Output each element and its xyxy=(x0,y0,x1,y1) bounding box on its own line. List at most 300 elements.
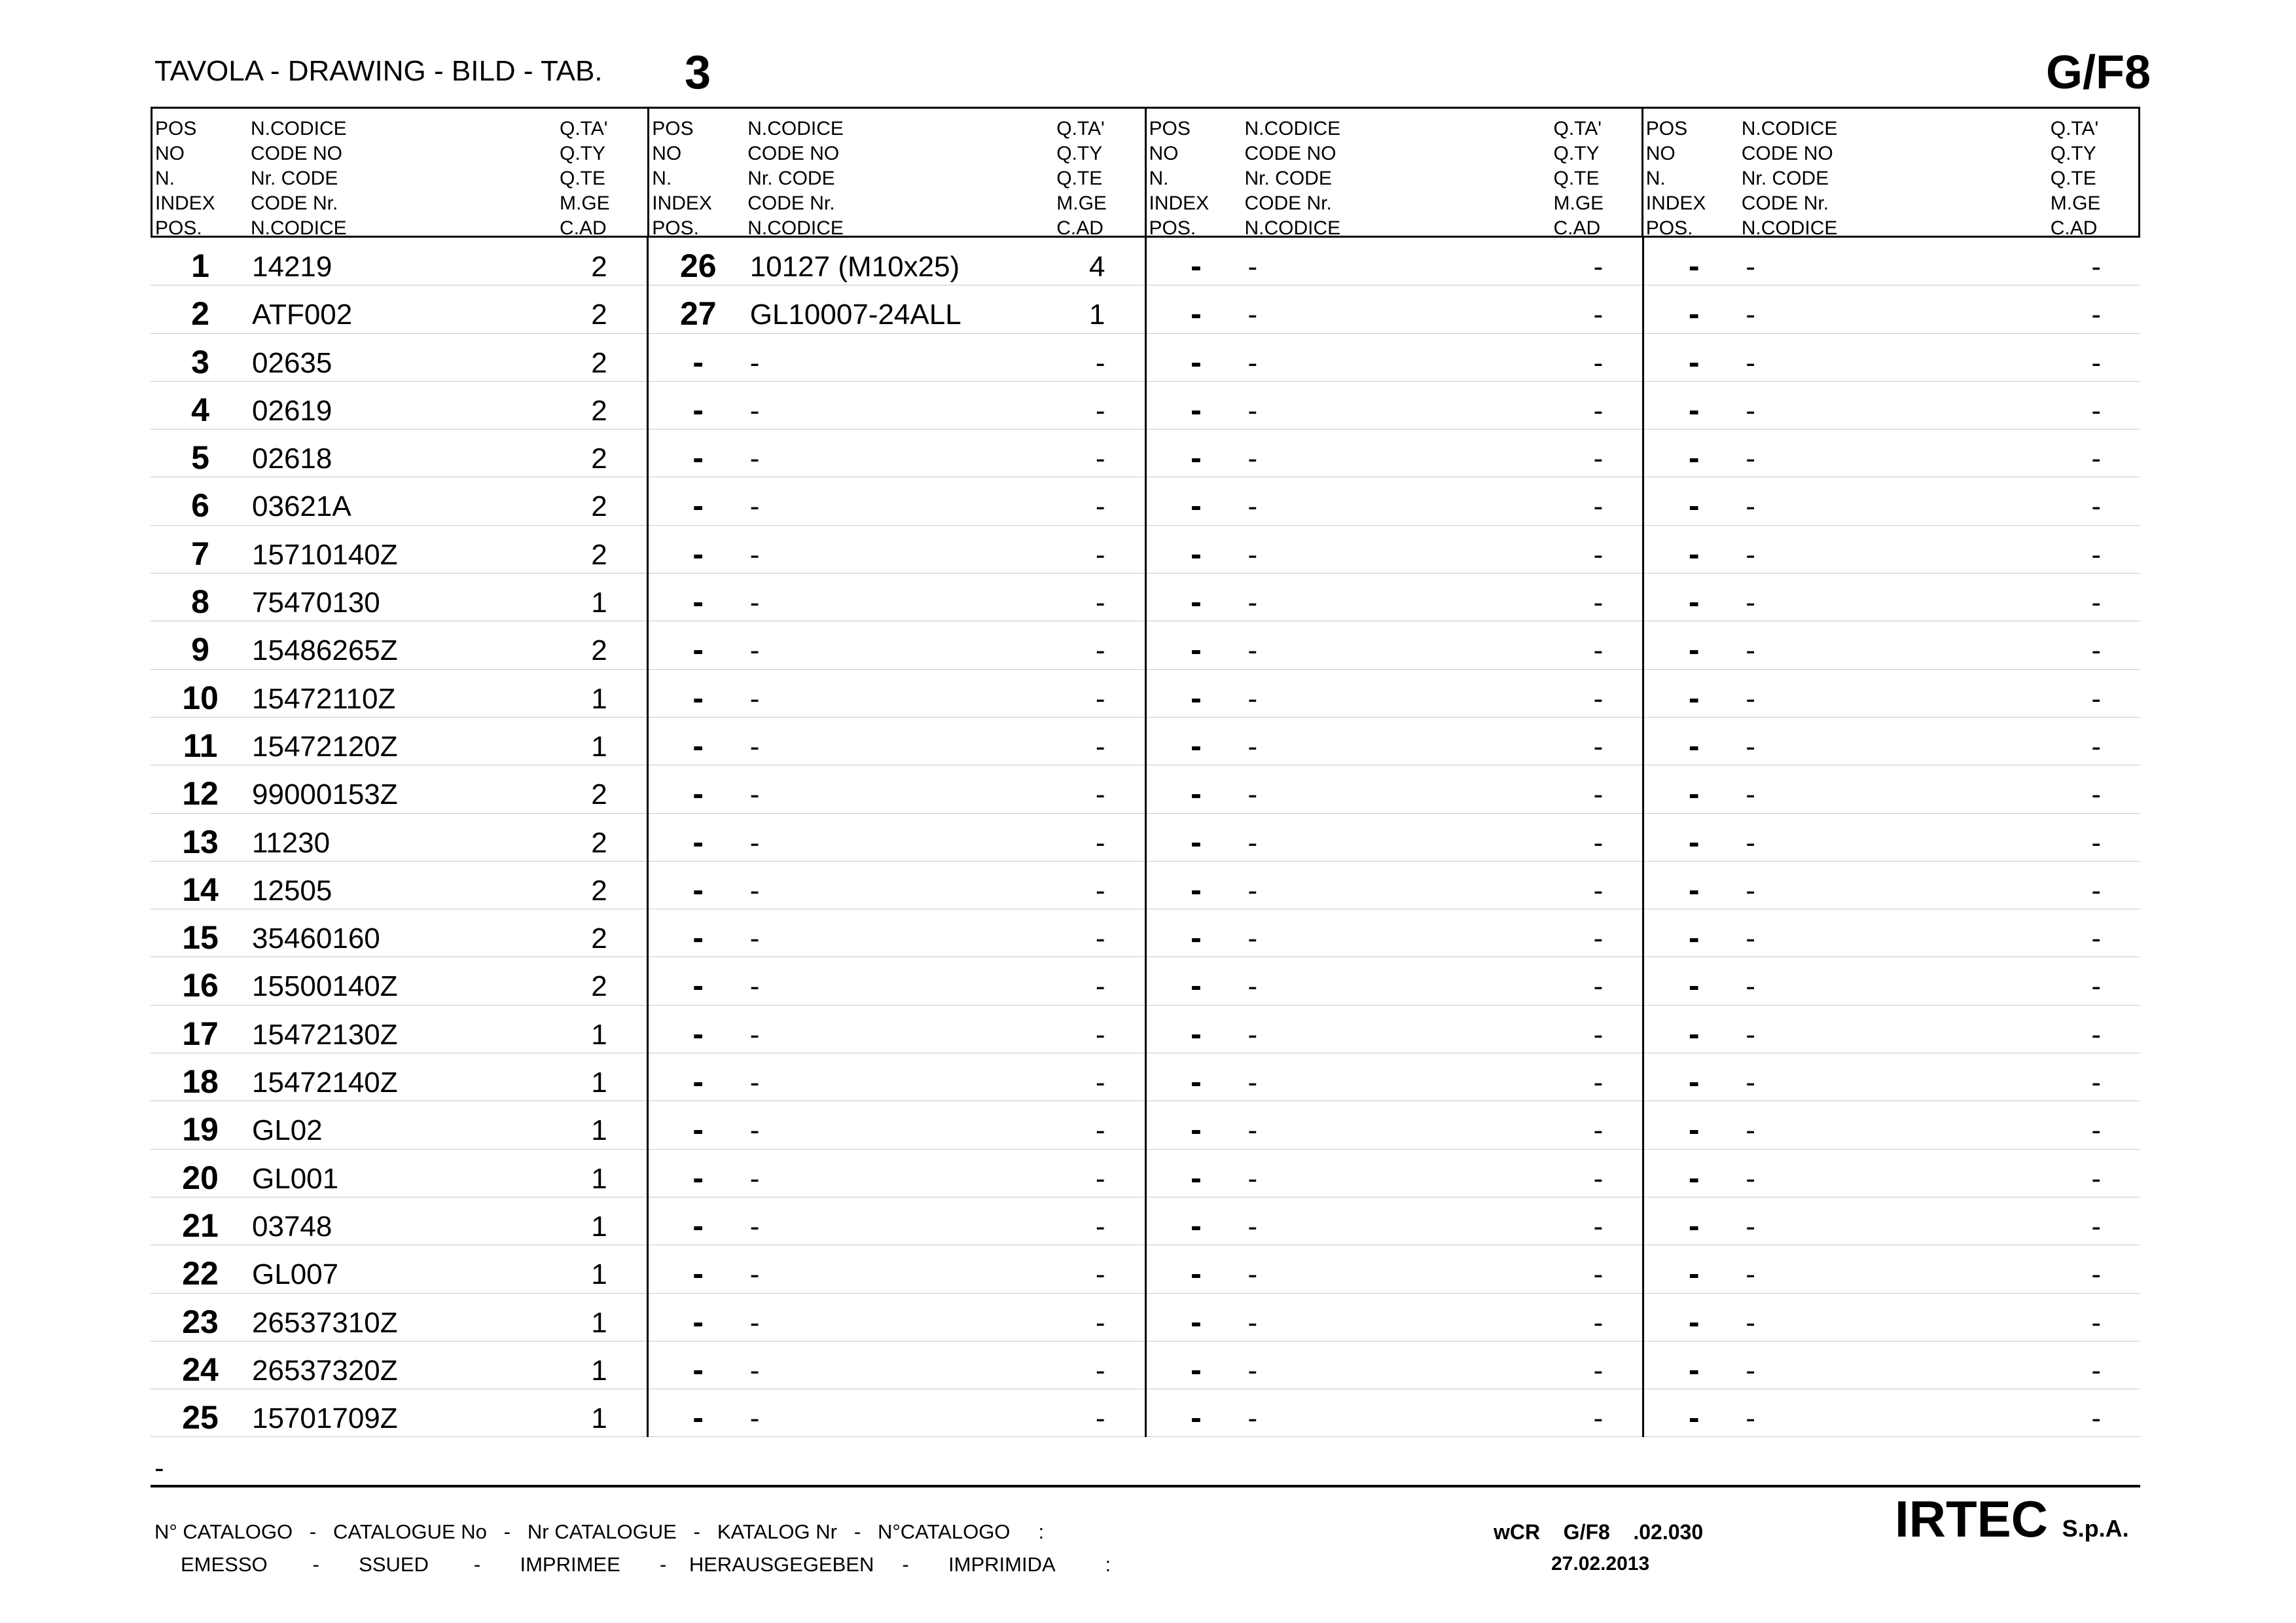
position-index: 24 xyxy=(182,1351,219,1388)
header-qty-label: Q.TA' Q.TY Q.TE M.GE C.AD xyxy=(2050,118,2101,239)
part-code: - xyxy=(1247,682,1258,715)
part-code: 15472140Z xyxy=(252,1067,398,1099)
quantity: - xyxy=(1593,874,1604,907)
position-index: 17 xyxy=(182,1015,219,1052)
part-code: - xyxy=(749,1162,760,1195)
part-code: 15486265Z xyxy=(252,634,398,667)
position-index: - xyxy=(1688,247,1700,284)
part-code: - xyxy=(1247,394,1258,427)
part-code: - xyxy=(749,1114,760,1147)
table-row xyxy=(1147,1197,1643,1245)
position-index: - xyxy=(1191,391,1202,428)
table-row xyxy=(1644,238,2140,285)
table-row xyxy=(151,238,647,285)
position-index: - xyxy=(692,919,704,957)
position-index: - xyxy=(1688,295,1700,333)
quantity: - xyxy=(1593,1258,1604,1291)
table-row xyxy=(649,238,1145,285)
header-pos-label: POS NO N. INDEX POS. xyxy=(652,118,712,239)
part-code: - xyxy=(1247,1306,1258,1339)
position-index: 14 xyxy=(182,871,219,908)
position-index: - xyxy=(1191,247,1202,284)
quantity: - xyxy=(1095,970,1105,1003)
header-pos-label: POS NO N. INDEX POS. xyxy=(1149,118,1210,239)
position-index: - xyxy=(1688,919,1700,957)
table-row xyxy=(1644,1294,2140,1341)
part-code: - xyxy=(1247,1114,1258,1147)
table-row xyxy=(1644,477,2140,525)
table-row xyxy=(1147,862,1643,909)
quantity: 2 xyxy=(591,490,607,523)
table-row xyxy=(1644,670,2140,718)
position-index: 13 xyxy=(182,823,219,860)
part-code: - xyxy=(1247,346,1258,379)
quantity: - xyxy=(1095,1402,1105,1435)
quantity: - xyxy=(1593,730,1604,763)
quantity: - xyxy=(1095,1018,1105,1051)
quantity: 4 xyxy=(1089,251,1105,283)
part-code: - xyxy=(1247,538,1258,571)
quantity: 1 xyxy=(591,1018,607,1051)
table-row xyxy=(1147,718,1643,765)
quantity: 1 xyxy=(591,587,607,619)
header-pos-label: POS NO N. INDEX POS. xyxy=(155,118,215,239)
quantity: - xyxy=(1593,634,1604,667)
position-index: - xyxy=(1688,535,1700,572)
part-code: - xyxy=(1746,299,1755,331)
table-title-label: TAVOLA - DRAWING - BILD - TAB. xyxy=(154,55,603,87)
quantity: - xyxy=(1593,1067,1604,1099)
table-row xyxy=(649,1245,1145,1293)
quantity: - xyxy=(1095,1162,1105,1195)
position-index: - xyxy=(1688,631,1700,668)
quantity: - xyxy=(1593,587,1604,619)
position-index: - xyxy=(1191,1255,1202,1292)
quantity: - xyxy=(2091,251,2101,283)
position-index: - xyxy=(1688,1207,1700,1244)
part-code: - xyxy=(1746,1162,1755,1195)
table-row xyxy=(649,957,1145,1005)
part-code: - xyxy=(1746,1067,1755,1099)
quantity: - xyxy=(1095,634,1105,667)
position-index: - xyxy=(692,1063,704,1101)
table-row xyxy=(1147,1150,1643,1197)
part-code: 03748 xyxy=(252,1210,332,1243)
table-row xyxy=(1147,477,1643,525)
part-code: - xyxy=(1746,394,1755,427)
position-index: - xyxy=(692,679,704,716)
quantity: - xyxy=(2091,1067,2101,1099)
position-index: - xyxy=(1191,871,1202,908)
catalog-reference: wCR G/F8 .02.030 xyxy=(1494,1520,1704,1544)
position-index: - xyxy=(692,583,704,621)
quantity: - xyxy=(2091,299,2101,331)
position-index: - xyxy=(1688,823,1700,860)
quantity: - xyxy=(2091,1354,2101,1387)
quantity: 2 xyxy=(591,874,607,907)
position-index: 11 xyxy=(183,727,218,764)
part-code: - xyxy=(749,346,760,379)
position-index: - xyxy=(692,391,704,428)
table-row xyxy=(1644,429,2140,477)
table-row xyxy=(1644,382,2140,429)
part-code: ATF002 xyxy=(252,299,353,331)
position-index: - xyxy=(692,1351,704,1388)
header-qty-label: Q.TA' Q.TY Q.TE M.GE C.AD xyxy=(1056,118,1107,239)
header-qty-label: Q.TA' Q.TY Q.TE M.GE C.AD xyxy=(1553,118,1604,239)
part-code: 14219 xyxy=(252,251,332,283)
position-index: - xyxy=(1688,1015,1700,1052)
part-code: - xyxy=(749,587,760,619)
part-code: 26537320Z xyxy=(252,1354,398,1387)
position-index: - xyxy=(1191,967,1202,1004)
table-row xyxy=(1644,862,2140,909)
position-index: - xyxy=(1191,823,1202,860)
table-row xyxy=(151,909,647,957)
table-row xyxy=(1147,334,1643,382)
part-code: 15472120Z xyxy=(252,730,398,763)
quantity: - xyxy=(1095,490,1105,523)
quantity: - xyxy=(1095,346,1105,379)
position-index: - xyxy=(1688,1159,1700,1196)
table-row xyxy=(151,1294,647,1341)
part-code: - xyxy=(1746,682,1755,715)
header-pos-label: POS NO N. INDEX POS. xyxy=(1645,118,1706,239)
quantity: - xyxy=(2091,874,2101,907)
position-index: - xyxy=(692,439,704,477)
part-code: - xyxy=(749,970,760,1003)
quantity: - xyxy=(2091,443,2101,475)
table-row xyxy=(1644,1389,2140,1437)
quantity: 1 xyxy=(591,730,607,763)
table-row xyxy=(1644,574,2140,621)
position-index: - xyxy=(1191,1015,1202,1052)
parts-table xyxy=(151,238,2140,1437)
table-row xyxy=(151,1341,647,1389)
quantity: - xyxy=(1593,394,1604,427)
position-index: - xyxy=(1191,1351,1202,1388)
part-code: 11230 xyxy=(252,826,331,859)
position-index: - xyxy=(1191,1207,1202,1244)
part-code: - xyxy=(1746,490,1755,523)
position-index: 7 xyxy=(191,535,209,572)
table-row xyxy=(151,1389,647,1437)
table-row xyxy=(151,382,647,429)
table-row xyxy=(1147,1294,1643,1341)
position-index: - xyxy=(692,775,704,812)
quantity: 1 xyxy=(591,1306,607,1339)
part-code: - xyxy=(1746,1114,1755,1147)
part-code: 02619 xyxy=(252,394,332,427)
quantity: - xyxy=(1593,299,1604,331)
part-code: - xyxy=(749,874,760,907)
position-index: - xyxy=(1191,727,1202,764)
part-code: - xyxy=(1746,1354,1755,1387)
position-index: - xyxy=(1191,583,1202,621)
position-index: 10 xyxy=(182,679,219,716)
position-index: - xyxy=(1688,775,1700,812)
quantity: - xyxy=(1095,682,1105,715)
table-row xyxy=(649,1389,1145,1437)
quantity: - xyxy=(2091,1210,2101,1243)
quantity: - xyxy=(2091,394,2101,427)
table-row xyxy=(1147,1341,1643,1389)
quantity: - xyxy=(1593,443,1604,475)
position-index: - xyxy=(1191,1111,1202,1148)
part-code: GL007 xyxy=(252,1258,339,1291)
part-code: - xyxy=(1746,443,1755,475)
column-header-group xyxy=(152,109,647,239)
parts-column xyxy=(151,238,647,1437)
position-index: - xyxy=(692,871,704,908)
table-row xyxy=(649,1101,1145,1149)
quantity: 1 xyxy=(591,1258,607,1291)
part-code: - xyxy=(1247,299,1258,331)
quantity: - xyxy=(1593,922,1604,955)
position-index: - xyxy=(1688,967,1700,1004)
quantity: 1 xyxy=(591,1402,607,1435)
table-row xyxy=(1147,1245,1643,1293)
position-index: 2 xyxy=(191,295,209,333)
part-code: - xyxy=(749,1067,760,1099)
table-row xyxy=(649,526,1145,574)
quantity: - xyxy=(2091,634,2101,667)
table-row xyxy=(649,429,1145,477)
part-code: 26537310Z xyxy=(252,1306,398,1339)
quantity: - xyxy=(2091,490,2101,523)
position-index: - xyxy=(1688,343,1700,380)
table-row xyxy=(1644,957,2140,1005)
part-code: 12505 xyxy=(252,874,332,907)
table-row xyxy=(649,718,1145,765)
part-code: - xyxy=(1746,970,1755,1003)
table-row xyxy=(649,1150,1145,1197)
part-code: - xyxy=(749,922,760,955)
position-index: - xyxy=(692,967,704,1004)
position-index: - xyxy=(1688,679,1700,716)
part-code: - xyxy=(749,682,760,715)
quantity: - xyxy=(1095,826,1105,859)
part-code: - xyxy=(1746,1258,1755,1291)
table-row xyxy=(151,1053,647,1101)
position-index: - xyxy=(692,1015,704,1052)
part-code: - xyxy=(1746,251,1755,283)
quantity: - xyxy=(2091,1162,2101,1195)
part-code: - xyxy=(1247,778,1258,811)
position-index: - xyxy=(1688,871,1700,908)
quantity: 1 xyxy=(591,1210,607,1243)
position-index: 4 xyxy=(191,391,209,428)
group-code: G/F8 xyxy=(2045,46,2151,99)
table-row xyxy=(1147,765,1643,813)
part-code: - xyxy=(1247,443,1258,475)
part-code: - xyxy=(1746,730,1755,763)
table-row xyxy=(649,814,1145,862)
footer-divider xyxy=(151,1485,2140,1487)
table-row xyxy=(1644,621,2140,669)
quantity: 2 xyxy=(591,922,607,955)
position-index: 3 xyxy=(191,343,209,380)
part-code: 02635 xyxy=(252,346,332,379)
header-qty-label: Q.TA' Q.TY Q.TE M.GE C.AD xyxy=(560,118,610,239)
part-code: - xyxy=(1746,587,1755,619)
part-code: 15701709Z xyxy=(252,1402,398,1435)
table-row xyxy=(1147,957,1643,1005)
table-row xyxy=(649,621,1145,669)
position-index: - xyxy=(1191,487,1202,524)
part-code: - xyxy=(749,730,760,763)
position-index: - xyxy=(1191,295,1202,333)
quantity: - xyxy=(1593,1306,1604,1339)
position-index: 22 xyxy=(182,1255,219,1292)
table-row xyxy=(1644,718,2140,765)
table-row xyxy=(151,429,647,477)
table-row xyxy=(649,285,1145,333)
quantity: 2 xyxy=(591,634,607,667)
column-header-group xyxy=(647,109,1144,239)
quantity: - xyxy=(2091,538,2101,571)
part-code: 99000153Z xyxy=(252,778,398,811)
quantity: - xyxy=(1593,490,1604,523)
table-row xyxy=(1147,382,1643,429)
table-row xyxy=(1147,1101,1643,1149)
position-index: - xyxy=(1688,583,1700,621)
quantity: - xyxy=(2091,1306,2101,1339)
part-code: 15500140Z xyxy=(252,970,398,1003)
position-index: - xyxy=(1191,343,1202,380)
table-row xyxy=(1644,765,2140,813)
part-code: - xyxy=(1247,1018,1258,1051)
position-index: 20 xyxy=(182,1159,219,1196)
quantity: 2 xyxy=(591,394,607,427)
table-row xyxy=(151,477,647,525)
position-index: 8 xyxy=(191,583,209,621)
part-code: - xyxy=(1247,970,1258,1003)
quantity: - xyxy=(1095,1210,1105,1243)
quantity: - xyxy=(2091,970,2101,1003)
part-code: - xyxy=(1746,1018,1755,1051)
table-row xyxy=(151,718,647,765)
table-row xyxy=(1644,334,2140,382)
quantity: - xyxy=(1095,778,1105,811)
part-code: - xyxy=(1247,490,1258,523)
position-index: 1 xyxy=(191,247,209,284)
table-row xyxy=(1147,526,1643,574)
issue-date: 27.02.2013 xyxy=(1551,1553,1650,1575)
header-code-label: N.CODICE CODE NO Nr. CODE CODE Nr. N.CODICE xyxy=(1244,118,1341,239)
part-code: - xyxy=(1746,1306,1755,1339)
table-row xyxy=(1644,1150,2140,1197)
table-row xyxy=(1644,526,2140,574)
part-code: - xyxy=(749,1210,760,1243)
quantity: - xyxy=(2091,730,2101,763)
quantity: - xyxy=(2091,922,2101,955)
table-row xyxy=(649,1197,1145,1245)
part-code: 02618 xyxy=(252,443,332,475)
table-row xyxy=(649,1341,1145,1389)
table-row xyxy=(1644,1101,2140,1149)
part-code: - xyxy=(1247,1067,1258,1099)
table-row xyxy=(649,862,1145,909)
part-code: - xyxy=(1247,634,1258,667)
table-row xyxy=(649,1294,1145,1341)
position-index: - xyxy=(1191,535,1202,572)
position-index: - xyxy=(692,631,704,668)
part-code: GL02 xyxy=(252,1114,323,1147)
quantity: - xyxy=(1095,874,1105,907)
position-index: 21 xyxy=(182,1207,219,1244)
header-code-label: N.CODICE CODE NO Nr. CODE CODE Nr. N.CODICE xyxy=(1741,118,1838,239)
table-row xyxy=(151,574,647,621)
table-row xyxy=(649,909,1145,957)
table-row xyxy=(1644,1006,2140,1053)
position-index: - xyxy=(1688,1399,1700,1436)
position-index: - xyxy=(1688,1255,1700,1292)
position-index: - xyxy=(1688,727,1700,764)
table-row xyxy=(649,670,1145,718)
position-index: - xyxy=(1688,439,1700,477)
position-index: - xyxy=(1191,1303,1202,1340)
table-row xyxy=(151,1197,647,1245)
position-index: 9 xyxy=(191,631,209,668)
quantity: - xyxy=(1095,1354,1105,1387)
table-row xyxy=(1147,285,1643,333)
table-row xyxy=(1644,1053,2140,1101)
quantity: - xyxy=(1095,1114,1105,1147)
table-row xyxy=(1147,574,1643,621)
table-number: 3 xyxy=(685,46,711,99)
quantity: - xyxy=(1095,730,1105,763)
quantity: 1 xyxy=(591,1067,607,1099)
quantity: - xyxy=(1593,682,1604,715)
position-index: - xyxy=(692,1159,704,1196)
quantity: 1 xyxy=(591,1162,607,1195)
part-code: - xyxy=(749,538,760,571)
quantity: - xyxy=(1593,1162,1604,1195)
quantity: - xyxy=(1095,922,1105,955)
quantity: 1 xyxy=(591,1114,607,1147)
position-index: - xyxy=(692,1399,704,1436)
table-row xyxy=(649,574,1145,621)
part-code: GL10007-24ALL xyxy=(749,299,961,331)
table-row xyxy=(1147,429,1643,477)
quantity: - xyxy=(1593,1354,1604,1387)
part-code: - xyxy=(1746,346,1755,379)
table-row xyxy=(151,334,647,382)
part-code: - xyxy=(749,1354,760,1387)
header-code-label: N.CODICE CODE NO Nr. CODE CODE Nr. N.CODICE xyxy=(251,118,347,239)
position-index: 25 xyxy=(182,1399,219,1436)
part-code: 15472110Z xyxy=(252,682,396,715)
note: - xyxy=(154,1452,164,1484)
quantity: - xyxy=(2091,826,2101,859)
quantity: - xyxy=(2091,682,2101,715)
table-row xyxy=(649,1006,1145,1053)
issued-label: EMESSO - SSUED - IMPRIMEE - HERAUSGEGEBEN - IMPRIMIDA : xyxy=(181,1553,1111,1576)
part-code: - xyxy=(749,443,760,475)
table-row xyxy=(649,382,1145,429)
position-index: - xyxy=(692,1111,704,1148)
table-row xyxy=(1147,238,1643,285)
table-row xyxy=(151,1006,647,1053)
table-row xyxy=(1644,1197,2140,1245)
position-index: - xyxy=(692,1255,704,1292)
quantity: - xyxy=(1593,970,1604,1003)
quantity: 2 xyxy=(591,970,607,1003)
table-row xyxy=(151,1101,647,1149)
part-code: - xyxy=(749,826,760,859)
position-index: - xyxy=(1688,487,1700,524)
